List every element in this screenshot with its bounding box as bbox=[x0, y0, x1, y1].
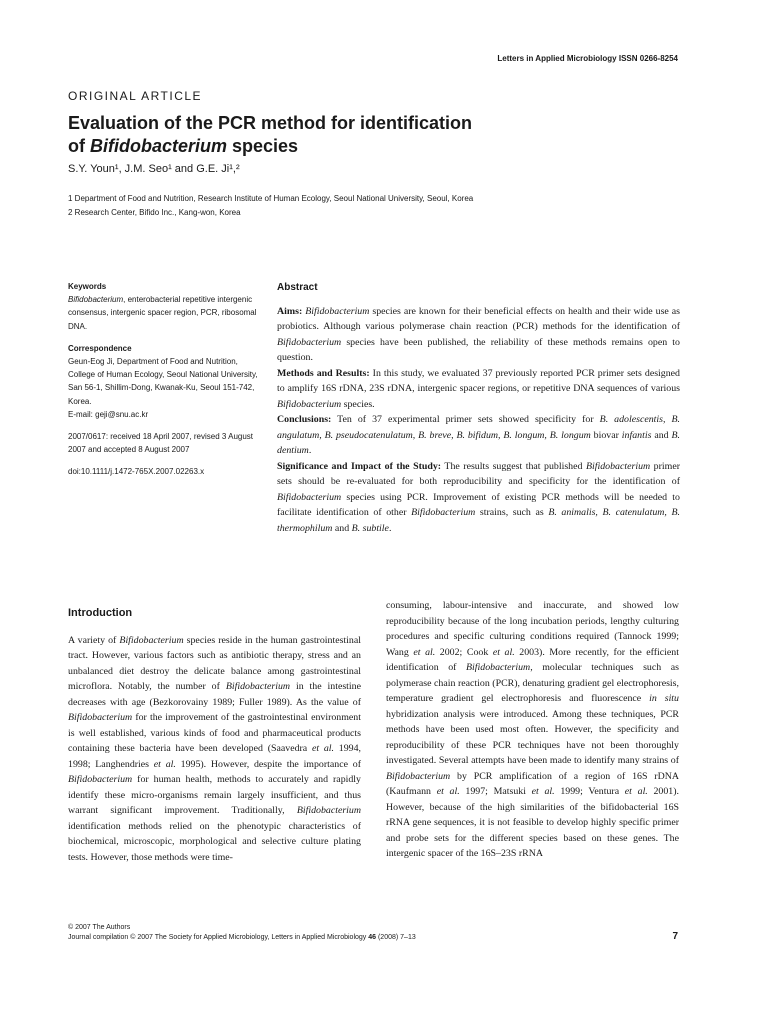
footer bbox=[68, 923, 416, 943]
affiliation-2: 2 Research Center, Bifido Inc., Kang-won, Korea bbox=[68, 207, 241, 217]
introduction-continued bbox=[386, 598, 679, 862]
text-run: by PCR amplification of a region of 16S rDNA (Kaufmann bbox=[386, 770, 679, 797]
et-al: et al. bbox=[413, 646, 436, 658]
genus-name: Bifidobacterium bbox=[277, 491, 342, 503]
article-type-label: ORIGINAL ARTICLE bbox=[68, 89, 203, 103]
text-run: 1999; Ventura bbox=[554, 786, 625, 797]
text-run: . bbox=[308, 445, 312, 456]
text-run: In this study, we evaluated 37 previously reported PCR primer sets designed to amplify 16S rDNA, 23S rDNA, intergenic spacer regions, or repetitive DNA sequences of various bbox=[277, 367, 680, 394]
text-run: , molecular techniques such as polymerase chain reaction (PCR), denaturing gradient gel electrophoresis, temperature gradient gel electrophoresis and fluorescence bbox=[386, 662, 679, 704]
et-al: et al. bbox=[624, 786, 648, 797]
article-title bbox=[68, 112, 628, 158]
correspondence-email: E-mail: geji@snu.ac.kr bbox=[68, 409, 149, 419]
title-prefix: of bbox=[68, 136, 90, 156]
copyright-line: © 2007 The Authors bbox=[68, 924, 131, 931]
keyword-list: , enterobacterial repetitive intergenic consensus, intergenic spacer region, PCR, ribosomal DNA. bbox=[68, 295, 257, 331]
doi: doi:10.1111/j.1472-765X.2007.02263.x bbox=[68, 467, 205, 477]
text-run: consuming, labour-intensive and inaccurate, and showed low reproducibility because of the long incubation periods, lengthy culturing procedures and specific culturing conditions required (Tannock 1999; Wang bbox=[386, 600, 679, 658]
et-al: et al. bbox=[531, 786, 555, 797]
text-run: . bbox=[388, 522, 392, 534]
et-al: et al. bbox=[436, 786, 460, 797]
genus-name: Bifidobacterium bbox=[225, 681, 291, 692]
text-run: 2001). However, because of the high similarities of the bifidobacterial 16S rRNA gene sequences, it is not feasible to develop highly specific primer and probe sets for the different species based on these genes. The intergenic spacer of the 16S–23S rRNA bbox=[386, 786, 679, 859]
title-genus: Bifidobacterium bbox=[90, 136, 228, 156]
abstract-heading: Abstract bbox=[277, 282, 318, 293]
title-line-1: Evaluation of the PCR method for identification bbox=[68, 113, 473, 133]
journal-compilation-line bbox=[68, 933, 416, 943]
text-run: 1997; Matsuki bbox=[459, 786, 532, 797]
species-name: B. dentium bbox=[277, 429, 680, 456]
text-run: biovar bbox=[590, 429, 622, 441]
genus-name: Bifidobacterium bbox=[386, 770, 451, 782]
abstract-methods bbox=[277, 366, 680, 413]
genus-name: Bifidobacterium bbox=[411, 507, 476, 518]
journal-header: Letters in Applied Microbiology ISSN 0266-8254 bbox=[497, 54, 678, 63]
text-run: species using PCR. Improvement of existing PCR methods will be needed to facilitate identification of other bbox=[277, 491, 680, 518]
genus-name: Bifidobacterium bbox=[466, 662, 531, 673]
species-names: B. adolescentis, B. angulatum, B. pseudocatenulatum, B. breve, B. bifidum, B. longum, B. longum bbox=[277, 414, 680, 441]
text-run: Journal compilation © 2007 The Society for Applied Microbiology, Letters in Applied Microbiology bbox=[68, 934, 369, 941]
abstract-conclusions bbox=[277, 412, 680, 459]
genus-name: Bifidobacterium bbox=[68, 774, 133, 785]
abstract-significance bbox=[277, 459, 680, 537]
keyword-genus: Bifidobacterium bbox=[68, 295, 124, 305]
introduction-paragraph bbox=[68, 633, 361, 866]
et-al: et al. bbox=[492, 646, 515, 658]
text-run: primer sets should be re-evaluated for both reproducibility and specificity for the identification of bbox=[277, 460, 680, 487]
text-run: and bbox=[651, 429, 672, 441]
abstract-aims bbox=[277, 304, 680, 366]
text-run: for human health, methods to accurately and rapidly identify these micro-organisms remain largely insufficient, and thus warrant significant improvement. Traditionally, bbox=[68, 774, 361, 816]
species-name: B. subtile bbox=[351, 522, 389, 534]
received-dates: 2007/0617: received 18 April 2007, revised 3 August 2007 and accepted 8 August 2007 bbox=[68, 432, 254, 455]
correspondence-heading: Correspondence bbox=[68, 343, 132, 353]
genus-name: Bifidobacterium bbox=[119, 634, 184, 646]
text-run: (2008) 7–13 bbox=[376, 934, 416, 941]
genus-name: Bifidobacterium bbox=[305, 305, 370, 317]
keywords-block bbox=[68, 280, 263, 333]
aims-label: Aims: bbox=[277, 305, 303, 317]
et-al: et al. bbox=[311, 743, 335, 754]
latin-term: in situ bbox=[649, 693, 679, 704]
keywords-text bbox=[68, 293, 263, 333]
genus-name: Bifidobacterium bbox=[277, 398, 342, 410]
text-run: A variety of bbox=[68, 634, 120, 646]
sidebar bbox=[68, 280, 263, 488]
page-number: 7 bbox=[672, 931, 678, 942]
genus-name: Bifidobacterium bbox=[68, 712, 133, 723]
text-run: identification methods relied on the phenotypic characteristics of biochemical, microscopic, morphological and selective culture plating tests. However, those methods were time- bbox=[68, 820, 361, 863]
affiliation-1: 1 Department of Food and Nutrition, Research Institute of Human Ecology, Seoul National University, Seoul, Korea bbox=[68, 194, 474, 203]
authors: S.Y. Youn¹, J.M. Seo¹ and G.E. Ji¹,² bbox=[68, 163, 240, 175]
correspondence-block bbox=[68, 342, 263, 421]
genus-name: Bifidobacterium bbox=[585, 460, 651, 472]
text-run: species have been published, the reliability of these methods remains open to question. bbox=[277, 336, 680, 363]
title-line-2 bbox=[68, 135, 628, 158]
text-run: 2002; Cook bbox=[435, 646, 493, 658]
text-run: hybridization analysis were introduced. Among these techniques, PCR methods have been used most often. However, the specificity and reproducibility of these PCR techniques have not been thoroughly investigated. Several attempts have been made to identify many strains of bbox=[386, 708, 679, 766]
title-suffix: species bbox=[227, 136, 299, 156]
genus-name: Bifidobacterium bbox=[277, 336, 342, 348]
body-column-left bbox=[68, 598, 361, 865]
methods-label: Methods and Results: bbox=[277, 367, 370, 379]
correspondence-address: Geun-Eog Ji, Department of Food and Nutrition, College of Human Ecology, Seoul National University, San 56-1, Shillim-Dong, Kwanak-Ku, Seoul 151-742, Korea. bbox=[68, 357, 258, 406]
text-run: and bbox=[332, 522, 352, 534]
keywords-heading: Keywords bbox=[68, 282, 107, 291]
genus-name: Bifidobacterium bbox=[296, 805, 361, 816]
volume-number: 46 bbox=[368, 934, 377, 941]
body-column-right bbox=[386, 598, 679, 862]
species-names: B. animalis, B. catenulatum, B. thermophilum bbox=[277, 507, 680, 534]
text-run: in the intestine decreases with age (Bezkorovainy 1989; Fuller 1989). As the value of bbox=[68, 681, 361, 708]
conclusions-label: Conclusions: bbox=[277, 414, 332, 425]
species-name: infantis bbox=[621, 429, 652, 441]
text-run: species. bbox=[341, 398, 375, 410]
text-run: 1995). However, despite the importance of bbox=[175, 758, 361, 770]
text-run: species reside in the human gastrointestinal tract. However, various factors such as antibiotic therapy, stress and an unbalanced diet destroy the delicate balance among gastrointestinal microflora. Notably, the number of bbox=[68, 634, 361, 692]
introduction-heading: Introduction bbox=[68, 607, 133, 619]
abstract bbox=[277, 280, 680, 536]
text-run: The results suggest that published bbox=[441, 460, 586, 472]
text-run: strains, such as bbox=[475, 507, 549, 518]
text-run: species are known for their beneficial effects on health and their wide use as probiotics. Although various polymerase chain reaction (PCR) methods for the identification of bbox=[277, 305, 680, 332]
text-run: for the improvement of the gastrointestinal environment is well established, various kinds of food and pharmaceutical products containing these bacteria have been developed (Saavedra bbox=[68, 712, 361, 754]
text-run: 2003). More recently, for the efficient identification of bbox=[386, 646, 679, 673]
text-run: Ten of 37 experimental primer sets showed specificity for bbox=[331, 414, 600, 425]
significance-label: Significance and Impact of the Study: bbox=[277, 460, 442, 472]
et-al: et al. bbox=[153, 758, 176, 770]
text-run: 1994, 1998; Langhendries bbox=[68, 743, 362, 770]
affiliations bbox=[68, 192, 473, 219]
